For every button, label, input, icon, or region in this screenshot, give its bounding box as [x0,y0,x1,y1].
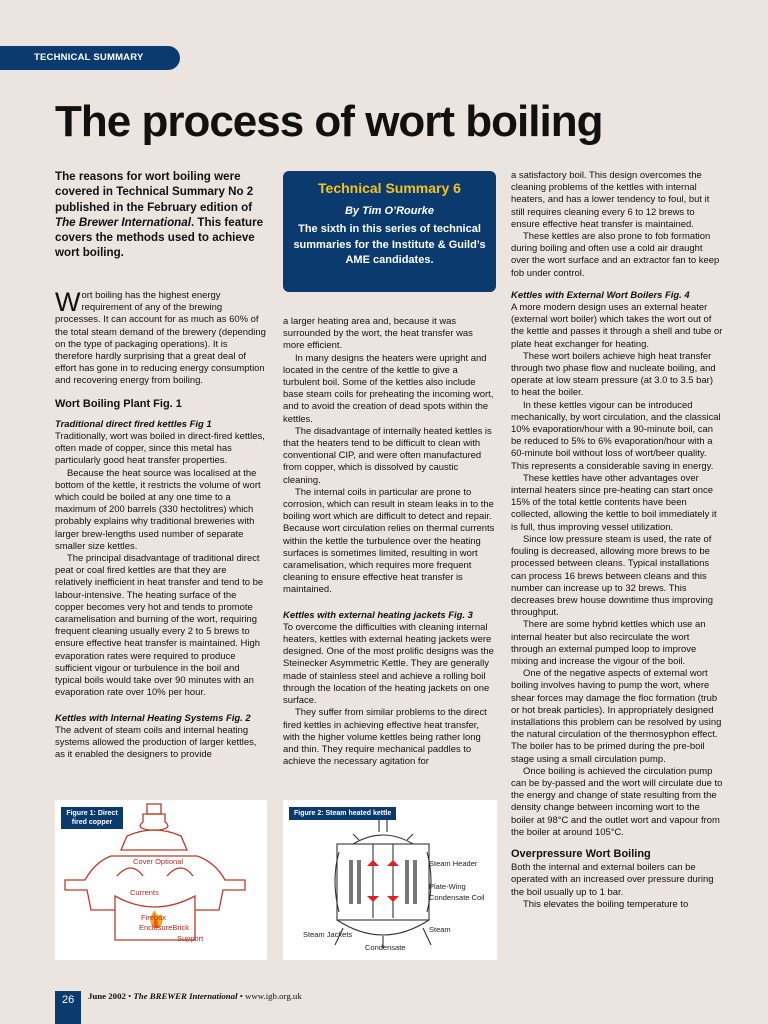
subheading: Overpressure Wort Boiling [511,847,651,860]
label-support: Support [177,934,204,943]
body-paragraph: a satisfactory boil. This design overcomes the cleaning problems of the kettles with internal heaters, and has a lower tendency to foul, but it still requires cleaning every 6 to 12 brews to ensure effective heat transfer is maintained. [511,170,710,230]
footer-separator: • [239,991,243,1001]
body-paragraph: These wort boilers achieve high heat transfer through two phase flow and nucleate boiling, and operate at low steam pressure (at 3.0 to 3.5 bar) to heat the boiler. [511,350,716,399]
label-condensate-coil: Condensate Coil [429,893,485,902]
steam-heated-kettle-diagram [283,800,497,960]
body-paragraph: The internal coils in particular are prone to corrosion, which can result in steam leaks in to the boiling wort which are difficult to detect and repair. Because wort circulation relies on thermal currents within the kettle the turbulence over the heating surfaces is sometimes limited, resulting in wort caramelisation, which requires more frequent cleaning to ensure effective heat transfer is maintained. [283,486,495,596]
footer-publication: The BREWER International [133,991,238,1001]
body-paragraph: These kettles have other advantages over internal heaters since pre-heating can start once 15% of the total kettle contents have been collected, allowing the kettle to boil immediately it is full, thus improving vessel utilization. [511,472,717,533]
label-steam-header: Steam Header [429,859,478,868]
label-currents: Currents [130,888,159,897]
body-paragraph: These kettles are also prone to fob formation during boiling and often use a cold air draught over the wort surface and an extractor fan to keep fob under control. [511,231,720,279]
footer-url: www.igb.org.uk [245,991,302,1001]
page-footer [88,991,302,1001]
body-paragraph: a larger heating area and, because it was surrounded by the wort, the heat transfer was more efficient. [283,316,473,352]
lede-publication: The Brewer International [55,215,191,229]
label-steam-jackets: Steam Jackets [303,930,353,939]
body-paragraph: Because the heat source was localised at the bottom of the kettle, it restricts the volume of wort which could be boiled at any one time to a maximum of 200 barrels (330 hectolitres) which probably explains why traditional breweries with larger brew-lengths used number of separate smaller size kettles. [55,467,261,552]
body-paragraph: In many designs the heaters were upright and located in the centre of the kettle to give a turbulent boil. Some of the kettles also include base steam coils for preheating the incoming wort, and to avoid the creation of dead spots within the kettles. [283,352,494,425]
page-number: 26 [55,991,81,1024]
body-paragraph: A more modern design uses an external heater (external wort boiler) which takes the wort out of the kettle and passes it through a shell and tube or plate heat exchanger for heating. [511,302,723,350]
label-cover: Cover Optional [133,857,184,866]
label-plate-wing: Plate-Wing [429,882,466,891]
body-paragraph: Traditionally, wort was boiled in direct-fired kettles, often made of copper, since this metal has particularly good heat transfer properties. [55,431,265,467]
subheading: Wort Boiling Plant Fig. 1 [55,397,182,410]
column-1 [55,287,266,761]
article-lede [55,169,266,261]
body-paragraph: In these kettles vigour can be introduced mechanically, by wort circulation, and the classical 10% evaporation/hour with a 90-minute boil, can be reduced to 5% to 6% evaporation/hour with a 60-minute boil without loss of wort/beer quality. This represents a considerable saving in energy. [511,399,721,472]
byline: By Tim O’Rourke [344,205,435,217]
subheading: Kettles with External Wort Boilers Fig. 4 [511,289,690,301]
section-tab: TECHNICAL SUMMARY [0,46,180,70]
label-steam: Steam [429,925,451,934]
lede-text-end: . This feature covers the methods used to achieve wort boiling. [55,215,264,260]
body-paragraph: Both the internal and external boilers can be operated with an increased over pressure during the boil usually up to 1 bar. [511,862,714,898]
footer-date: June 2002 [88,991,126,1001]
figure-1-caption: Figure 1: Direct fired copper [61,807,123,829]
body-paragraph: This elevates the boiling temperature to [523,898,689,910]
subheading: Kettles with external heating jackets Fig. 3 [283,609,473,621]
body-paragraph: Once boiling is achieved the circulation pump can be by-passed and the wort will circulate due to the energy and change of state resulting from the density change between incoming wort to the boiler at 98°C and the outlet wort and vapour from the boiler at around 105°C. [511,765,723,838]
subheading: Traditional direct fired kettles Fig 1 [55,418,212,430]
figure-2-steam-heated-kettle [283,800,497,960]
article-headline: The process of wort boiling [55,97,603,146]
footer-separator: • [128,991,132,1001]
label-firebox: Firebox [141,913,167,922]
technical-summary-box [283,171,496,292]
body-paragraph: The advent of steam coils and internal heating systems allowed the production of larger kettles, as it enabled the designers to provide [55,724,257,761]
column-2 [283,316,496,768]
body-paragraph: There are some hybrid kettles which use an internal heater but also recirculate the wort through an external pumped loop to improve mixing and increase the vigour of the boil. [511,619,706,667]
box-description: The sixth in this series of technical summaries for the Institute & Guild’s AME candidates. [293,223,486,266]
box-title: Technical Summary 6 [318,180,461,196]
label-enclosure: EnclosureBrick [139,923,190,932]
body-paragraph: They suffer from similar problems to the direct fired kettles in achieving effective heat transfer, with the higher volume kettles being rather long and thin. They require mechanical paddles to achieve the necessary agitation for [283,707,487,768]
body-paragraph: To overcome the difficulties with cleaning internal heaters, kettles with external heating jackets were designed. One of the most prolific designs was the Steinecker Asymmetric Kettle. They are generally made of stainless steel and achieve a rolling boil through the location of the heating jackets on one surface. [283,621,494,707]
column-3 [511,170,723,911]
body-paragraph: One of the negative aspects of external wort boiling involves having to pump the wort, where shear forces may damage the floc formation (trub or hot break particles). In appropriately designed installations this problem can be resolved by using the natural circulation of the thermosyphon effect. The boiler has to be primed during the pre-boil stage using a small circulation pump. [511,668,722,765]
lede-text: The reasons for wort boiling were covered in Technical Summary No 2 published in the February edition of [55,170,254,214]
subheading: Kettles with Internal Heating Systems Fig. 2 [55,712,251,724]
body-paragraph: The principal disadvantage of traditional direct peat or coal fired kettles are that they are relatively inefficient in heat transfer and tend to be labour-intensive. The heating surface of the copper becomes very hot and tends to promote caramelisation and burning of the wort, requiring frequent cleaning usually every 2 to 5 brews to ensure effective heat transfer is maintained. High evaporation rates were required to produce sufficient vigour or turbulence in the boil and typical boils would take over 90 minutes with an evaporation rate over 10% per hour. [55,553,264,699]
body-paragraph: The disadvantage of internally heated kettles is that the heaters tend to be difficult to clean with conventional CIP, and were often manufactured from copper, which is dissolved by caustic cleaning. [283,425,492,486]
label-condensate: Condensate [365,943,406,952]
drop-cap: W [55,287,81,317]
figure-2-caption: Figure 2: Steam heated kettle [289,807,396,820]
body-paragraph: Since low pressure steam is used, the rate of fouling is decreased, allowing more brews to be processed between cleans. Typical installations can process 16 brews between cleans and this number can increase up to 32 brews. This decreases brew house downtime thus improving throughput. [511,533,713,619]
body-paragraph: Wort boiling has the highest energy requirement of any of the brewing processes. It can account for as much as 60% of the total steam demand of the brewery (depending on the type of packaging operations). It is therefore hardly surprising that a great deal of effort has gone in to reducing energy consumption and recovering energy from boiling. [55,287,266,387]
figure-1-direct-fired-copper [55,800,267,960]
